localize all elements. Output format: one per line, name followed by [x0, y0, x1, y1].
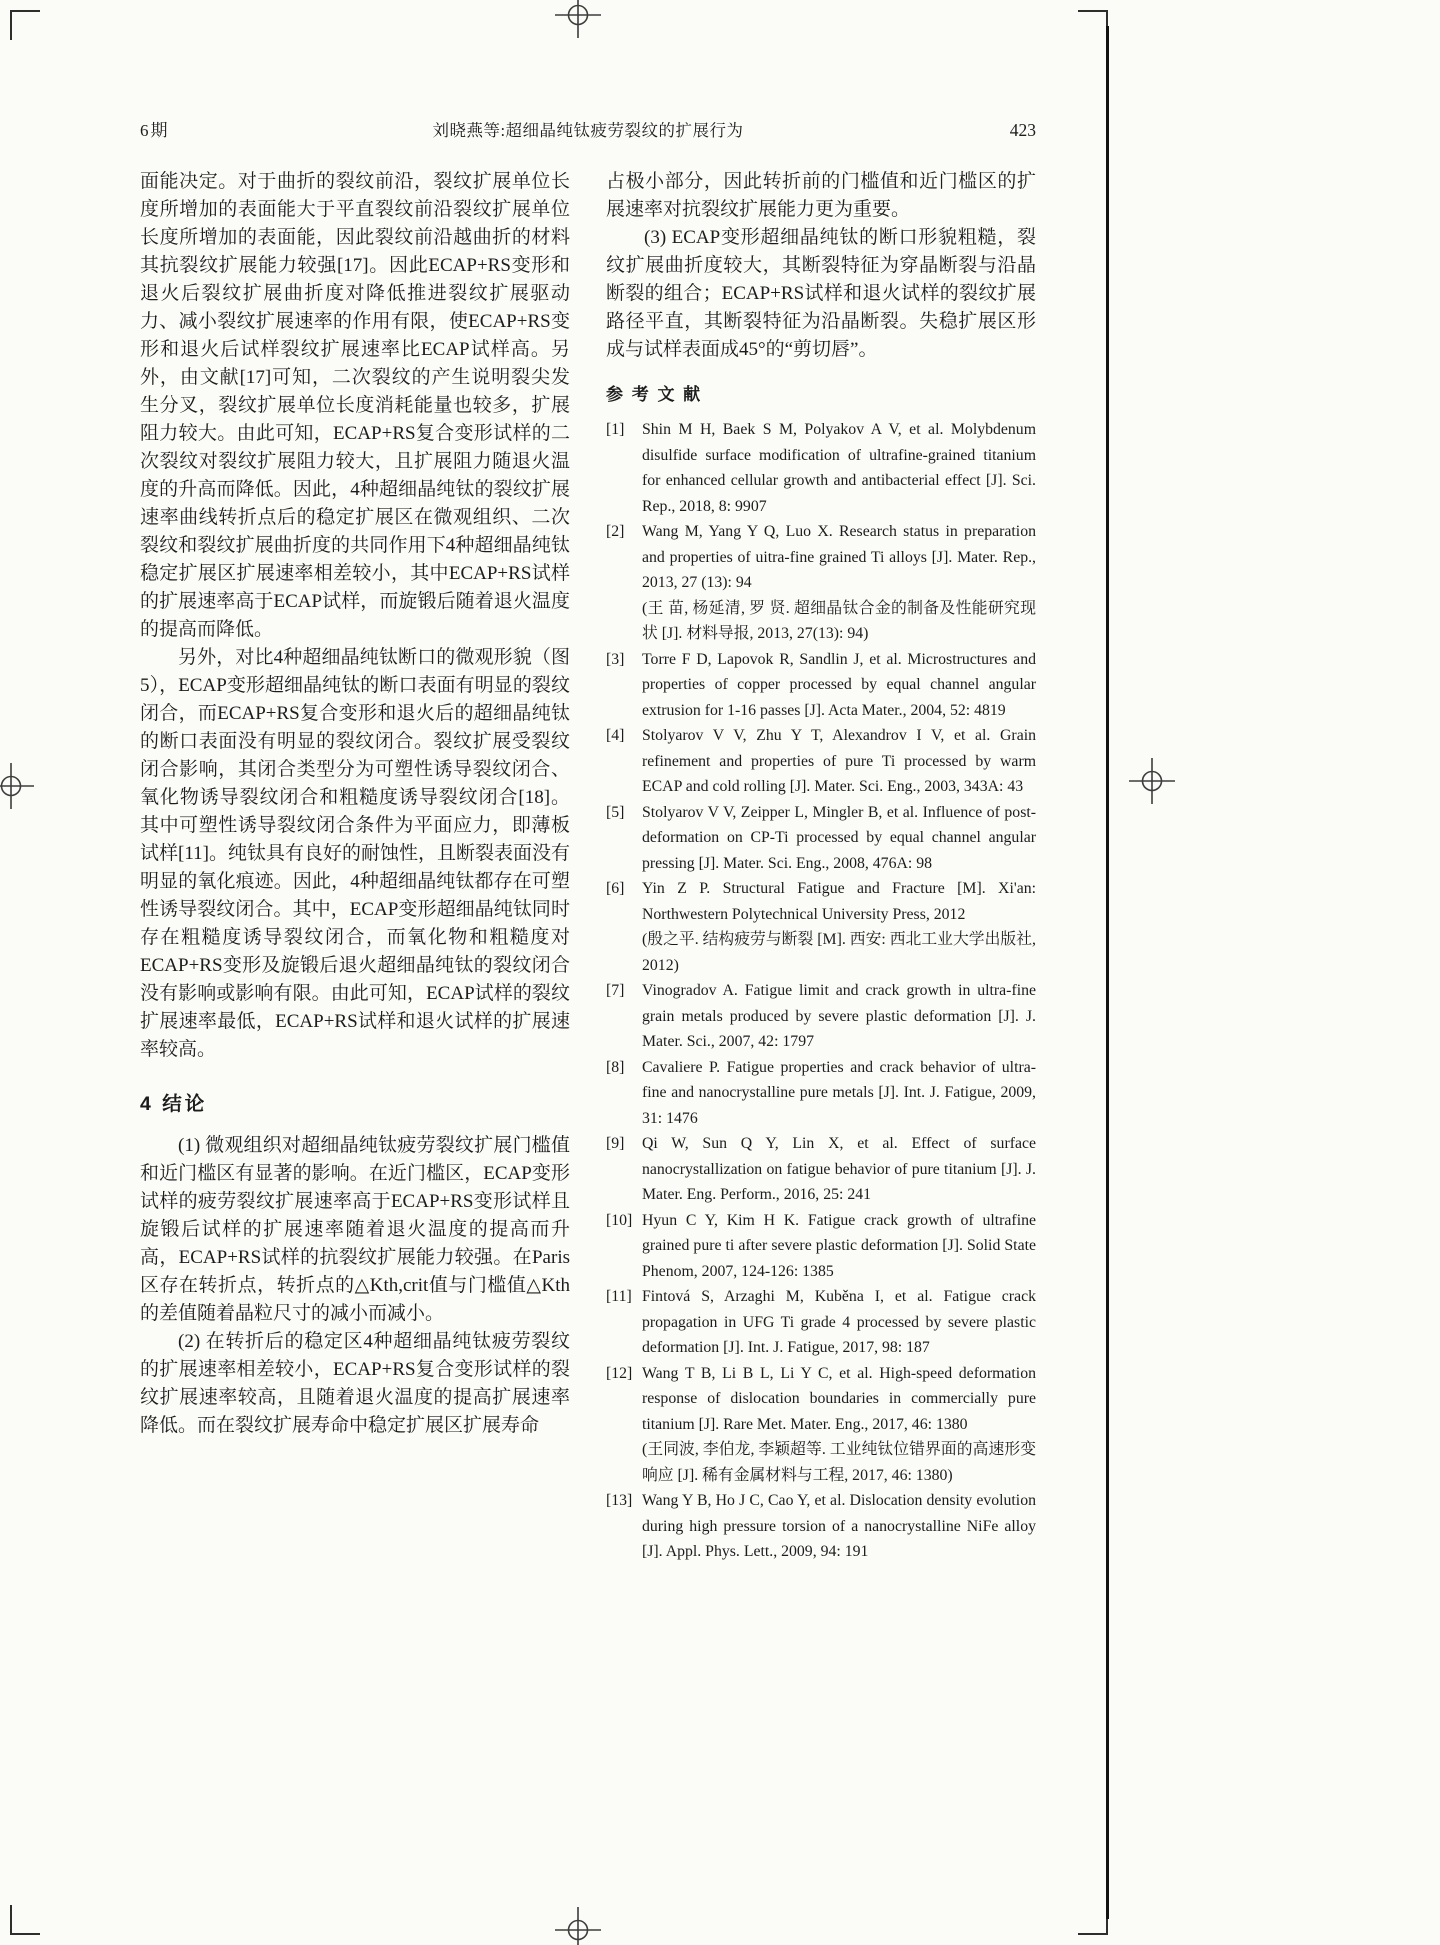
paragraph-continued: 面能决定。对于曲折的裂纹前沿，裂纹扩展单位长度所增加的表面能大于平直裂纹前沿裂纹扩展单位长度所增加的表面能，因此裂纹前沿越曲折的材料其抗裂纹扩展能力较强[17]。因此ECAP+RS变形和退火后裂纹扩展曲折度对降低推进裂纹扩展驱动力、减小裂纹扩展速率的作用有限，使ECAP+RS变形和退火后试样裂纹扩展速率比ECAP试样高。另外，由文献[17]可知，二次裂纹的产生说明裂尖发生分叉，裂纹扩展单位长度消耗能量也较多，扩展阻力较大。由此可知，ECAP+RS复合变形试样的二次裂纹对裂纹扩展阻力较大，且扩展阻力随退火温度的升高而降低。因此，4种超细晶纯钛的裂纹扩展速率曲线转折点后的稳定扩展区在微观组织、二次裂纹和裂纹扩展曲折度的共同作用下4种超细晶纯钛稳定扩展区扩展速率相差较小，其中ECAP+RS试样的扩展速率高于ECAP试样，而旋锻后随着退火温度的提高而降低。	[140, 171, 570, 640]
reference-number: [3]	[606, 650, 625, 668]
left-column	[140, 168, 570, 1565]
reference-body	[642, 876, 1036, 978]
reference-body	[642, 1284, 1036, 1361]
reference-body	[642, 978, 1036, 1055]
crop-mark-top-left	[10, 10, 40, 40]
reference-item	[606, 800, 1036, 877]
reference-text: Fintová S, Arzaghi M, Kuběna I, et al. Fatigue crack propagation in UFG Ti grade 4 processed by severe plastic deformation [J]. Int. J. Fatigue, 2017, 98: 187	[642, 1288, 1036, 1356]
crosshair-registration-mark-left	[0, 763, 34, 809]
reference-translation: (殷之平. 结构疲劳与断裂 [M]. 西安: 西北工业大学出版社, 2012)	[642, 931, 1036, 974]
running-title: 刘晓燕等:超细晶纯钛疲劳裂纹的扩展行为	[432, 121, 744, 140]
reference-number: [11]	[606, 1288, 632, 1305]
issue-label: 6期	[140, 121, 170, 140]
reference-number: [1]	[606, 421, 625, 438]
page-header	[140, 116, 1036, 141]
reference-text: Vinogradov A. Fatigue limit and crack growth in ultra-fine grain metals produced by severe plastic deformation [J]. J. Mater. Sci., 2007, 42: 1797	[642, 982, 1036, 1050]
reference-translation: (王同波, 李伯龙, 李颖超等. 工业纯钛位错界面的高速形变响应 [J]. 稀有金属材料与工程, 2017, 46: 1380)	[642, 1441, 1036, 1484]
reference-body	[642, 1488, 1036, 1565]
section-heading-conclusions: 4 结论	[140, 1093, 208, 1115]
reference-item	[606, 978, 1036, 1055]
conclusion-paragraph-1: (1) 微观组织对超细晶纯钛疲劳裂纹扩展门槛值和近门槛区有显著的影响。在近门槛区，ECAP变形试样的疲劳裂纹扩展速率高于ECAP+RS变形试样且旋锻后试样的扩展速率随着退火温度的提高而升高，ECAP+RS试样的抗裂纹扩展能力较强。在Paris区存在转折点，转折点的△Kth,crit值与门槛值△Kth的差值随着晶粒尺寸的减小而减小。	[140, 1135, 570, 1324]
crop-mark-bottom-left	[10, 1905, 40, 1935]
reference-number: [13]	[606, 1492, 633, 1509]
reference-body	[642, 1208, 1036, 1285]
two-column-body	[140, 168, 1036, 1565]
reference-number: [6]	[606, 880, 625, 897]
conclusion-paragraph-3: (3) ECAP变形超细晶纯钛的断口形貌粗糙，裂纹扩展曲折度较大，其断裂特征为穿晶断裂与沿晶断裂的组合；ECAP+RS试样和退火试样的裂纹扩展路径平直，其断裂特征为沿晶断裂。失稳扩展区形成与试样表面成45°的“剪切唇”。	[606, 227, 1036, 360]
reference-item	[606, 1131, 1036, 1208]
reference-text: Cavaliere P. Fatigue properties and crack behavior of ultra-fine and nanocrystalline pure metals [J]. Int. J. Fatigue, 2009, 31: 1476	[642, 1058, 1036, 1127]
crosshair-registration-mark-right	[1129, 758, 1175, 804]
reference-item	[606, 1488, 1036, 1565]
reference-number: [5]	[606, 803, 625, 821]
reference-number: [12]	[606, 1364, 633, 1382]
reference-item	[606, 1284, 1036, 1361]
reference-item	[606, 1361, 1036, 1489]
paragraph-continued: 占极小部分，因此转折前的门槛值和近门槛区的扩展速率对抗裂纹扩展能力更为重要。	[606, 171, 1036, 220]
reference-text: Wang M, Yang Y Q, Luo X. Research status in preparation and properties of uitra-fine grained Ti alloys [J]. Mater. Rep., 2013, 27 (13): 94	[642, 523, 1036, 591]
reference-number: [10]	[606, 1211, 633, 1229]
reference-item	[606, 1055, 1036, 1132]
reference-number: [8]	[606, 1058, 625, 1076]
reference-text: Wang Y B, Ho J C, Cao Y, et al. Dislocation density evolution during high pressure torsion of a nanocrystalline NiFe alloy [J]. Appl. Phys. Lett., 2009, 94: 191	[642, 1492, 1036, 1560]
crop-mark-top-right	[1078, 10, 1108, 40]
reference-number: [7]	[606, 982, 625, 999]
reference-item	[606, 417, 1036, 519]
reference-item	[606, 876, 1036, 978]
reference-text: Yin Z P. Structural Fatigue and Fracture [M]. Xi'an: Northwestern Polytechnical University Press, 2012	[642, 880, 1036, 923]
reference-item	[606, 1208, 1036, 1285]
conclusion-paragraph-2: (2) 在转折后的稳定区4种超细晶纯钛疲劳裂纹的扩展速率相差较小，ECAP+RS复合变形试样的裂纹扩展速率较高，且随着退火温度的提高扩展速率降低。而在裂纹扩展寿命中稳定扩展区扩展寿命	[140, 1331, 570, 1436]
reference-text: Stolyarov V V, Zhu Y T, Alexandrov I V, et al. Grain refinement and properties of pure Ti processed by warm ECAP and cold rolling [J]. Mater. Sci. Eng., 2003, 343A: 43	[642, 727, 1036, 795]
reference-body	[642, 800, 1036, 877]
reference-number: [9]	[606, 1135, 625, 1152]
reference-body	[642, 519, 1036, 647]
reference-body	[642, 723, 1036, 800]
reference-text: Stolyarov V V, Zeipper L, Mingler B, et al. Influence of post-deformation on CP-Ti processed by equal channel angular pressing [J]. Mater. Sci. Eng., 2008, 476A: 98	[642, 803, 1036, 872]
paragraph: 另外，对比4种超细晶纯钛断口的微观形貌（图5），ECAP变形超细晶纯钛的断口表面有明显的裂纹闭合，而ECAP+RS复合变形和退火后的超细晶纯钛的断口表面没有明显的裂纹闭合。裂纹扩展受裂纹闭合影响，其闭合类型分为可塑性诱导裂纹闭合、氧化物诱导裂纹闭合和粗糙度诱导裂纹闭合[18]。其中可塑性诱导裂纹闭合条件为平面应力，即薄板试样[11]。纯钛具有良好的耐蚀性，且断裂表面没有明显的氧化痕迹。因此，4种超细晶纯钛都存在可塑性诱导裂纹闭合。其中，ECAP变形超细晶纯钛同时存在粗糙度诱导裂纹闭合，而氧化物和粗糙度对ECAP+RS变形及旋锻后退火超细晶纯钛的裂纹闭合没有影响或影响有限。由此可知，ECAP试样的裂纹扩展速率最低，ECAP+RS试样和退火试样的扩展速率较高。	[140, 647, 570, 1060]
crop-mark-bottom-right	[1078, 1905, 1108, 1935]
reference-item	[606, 519, 1036, 647]
page-number: 423	[1009, 120, 1036, 140]
reference-text: Torre F D, Lapovok R, Sandlin J, et al. Microstructures and properties of copper processed by equal channel angular extrusion for 1-16 passes [J]. Acta Mater., 2004, 52: 4819	[642, 650, 1036, 719]
reference-item	[606, 723, 1036, 800]
reference-translation: (王 苗, 杨延清, 罗 贤. 超细晶钛合金的制备及性能研究现状 [J]. 材料导报, 2013, 27(13): 94)	[642, 599, 1036, 642]
reference-text: Hyun C Y, Kim H K. Fatigue crack growth of ultrafine grained pure ti after severe plastic deformation [J]. Solid State Phenom, 2007, 124-126: 1385	[642, 1211, 1036, 1280]
reference-number: [2]	[606, 523, 625, 540]
reference-body	[642, 1361, 1036, 1489]
crosshair-registration-mark-top	[555, 0, 601, 38]
reference-body	[642, 1055, 1036, 1132]
reference-body	[642, 1131, 1036, 1208]
references-heading: 参 考 文 献	[606, 385, 703, 404]
reference-body	[642, 417, 1036, 519]
right-column	[606, 168, 1036, 1565]
reference-body	[642, 647, 1036, 724]
reference-number: [4]	[606, 727, 625, 744]
reference-text: Qi W, Sun Q Y, Lin X, et al. Effect of surface nanocrystallization on fatigue behavior of pure titanium [J]. J. Mater. Eng. Perform., 2016, 25: 241	[642, 1135, 1036, 1203]
crosshair-registration-mark-bottom	[555, 1907, 601, 1945]
scan-edge-line	[1106, 26, 1109, 1919]
reference-item	[606, 647, 1036, 724]
references-list	[606, 417, 1036, 1565]
reference-text: Wang T B, Li B L, Li Y C, et al. High-speed deformation response of dislocation boundaries in commercially pure titanium [J]. Rare Met. Mater. Eng., 2017, 46: 1380	[642, 1364, 1036, 1433]
reference-text: Shin M H, Baek S M, Polyakov A V, et al. Molybdenum disulfide surface modification of ultrafine-grained titanium for enhanced cellular growth and antibacterial effect [J]. Sci. Rep., 2018, 8: 9907	[642, 421, 1036, 515]
